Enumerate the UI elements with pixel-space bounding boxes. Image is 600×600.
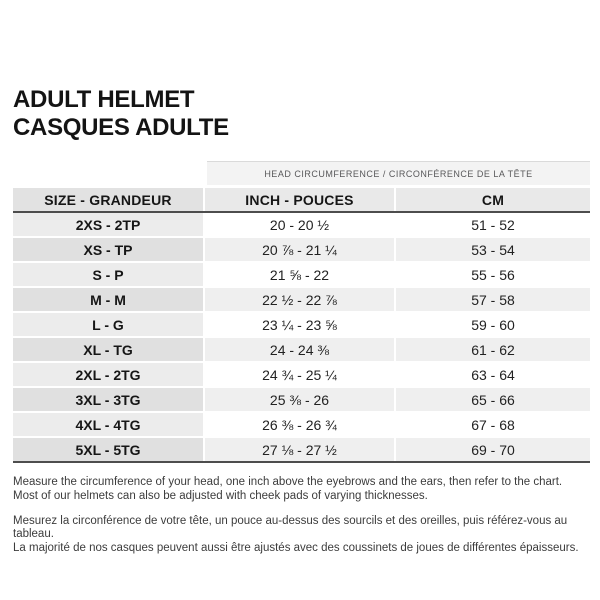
page-title-en: ADULT HELMET bbox=[13, 86, 195, 113]
note-en-line1: Measure the circumference of your head, one inch above the eyebrows and the ears, then refer to the chart. bbox=[13, 476, 563, 488]
inch-cell: 27 ⅛ - 27 ½ bbox=[205, 438, 396, 461]
column-header-inch: INCH - POUCES bbox=[205, 188, 396, 211]
column-header-cm: CM bbox=[396, 188, 590, 211]
inch-cell: 25 ⅜ - 26 bbox=[205, 388, 396, 411]
inch-cell: 26 ⅜ - 26 ¾ bbox=[205, 413, 396, 436]
table-span-header-row bbox=[13, 161, 590, 185]
table-row bbox=[13, 388, 590, 413]
cm-cell: 59 - 60 bbox=[396, 313, 590, 336]
size-cell: M - M bbox=[13, 288, 205, 311]
table-row bbox=[13, 438, 590, 461]
cm-cell: 55 - 56 bbox=[396, 263, 590, 286]
size-cell: XL - TG bbox=[13, 338, 205, 361]
note-fr-line2: La majorité de nos casques peuvent aussi être ajustés avec des coussinets de joues de différentes épaisseurs. bbox=[13, 542, 579, 554]
table-row bbox=[13, 263, 590, 288]
table-row bbox=[13, 413, 590, 438]
cm-cell: 51 - 52 bbox=[396, 213, 590, 236]
cm-cell: 53 - 54 bbox=[396, 238, 590, 261]
table-header-row bbox=[13, 188, 590, 213]
page-title bbox=[13, 86, 590, 142]
table-row bbox=[13, 313, 590, 338]
page-title-fr: CASQUES ADULTE bbox=[13, 114, 229, 141]
measurement-notes bbox=[13, 476, 590, 555]
span-header-spacer bbox=[13, 161, 207, 185]
table-row bbox=[13, 238, 590, 263]
table-row bbox=[13, 288, 590, 313]
inch-cell: 20 - 20 ½ bbox=[205, 213, 396, 236]
inch-cell: 24 - 24 ⅜ bbox=[205, 338, 396, 361]
table-row bbox=[13, 213, 590, 238]
cm-cell: 63 - 64 bbox=[396, 363, 590, 386]
inch-cell: 23 ¼ - 23 ⅝ bbox=[205, 313, 396, 336]
size-cell: 4XL - 4TG bbox=[13, 413, 205, 436]
inch-cell: 20 ⅞ - 21 ¼ bbox=[205, 238, 396, 261]
table-body bbox=[13, 213, 590, 461]
cm-cell: 65 - 66 bbox=[396, 388, 590, 411]
table-row bbox=[13, 338, 590, 363]
note-fr-line1: Mesurez la circonférence de votre tête, un pouce au-dessus des sourcils et des oreilles, puis référez-vous au tableau. bbox=[13, 515, 568, 540]
size-cell: 2XL - 2TG bbox=[13, 363, 205, 386]
inch-cell: 24 ¾ - 25 ¼ bbox=[205, 363, 396, 386]
head-circumference-header: HEAD CIRCUMFERENCE / CIRCONFÉRENCE DE LA TÊTE bbox=[207, 161, 590, 185]
size-table bbox=[13, 188, 590, 463]
size-cell: L - G bbox=[13, 313, 205, 336]
inch-cell: 21 ⅝ - 22 bbox=[205, 263, 396, 286]
inch-cell: 22 ½ - 22 ⅞ bbox=[205, 288, 396, 311]
size-cell: S - P bbox=[13, 263, 205, 286]
cm-cell: 69 - 70 bbox=[396, 438, 590, 461]
size-cell: XS - TP bbox=[13, 238, 205, 261]
size-cell: 2XS - 2TP bbox=[13, 213, 205, 236]
size-cell: 5XL - 5TG bbox=[13, 438, 205, 461]
column-header-size: SIZE - GRANDEUR bbox=[13, 188, 205, 211]
cm-cell: 61 - 62 bbox=[396, 338, 590, 361]
cm-cell: 67 - 68 bbox=[396, 413, 590, 436]
table-row bbox=[13, 363, 590, 388]
cm-cell: 57 - 58 bbox=[396, 288, 590, 311]
note-en-line2: Most of our helmets can also be adjusted with cheek pads of varying thicknesses. bbox=[13, 490, 428, 502]
size-cell: 3XL - 3TG bbox=[13, 388, 205, 411]
